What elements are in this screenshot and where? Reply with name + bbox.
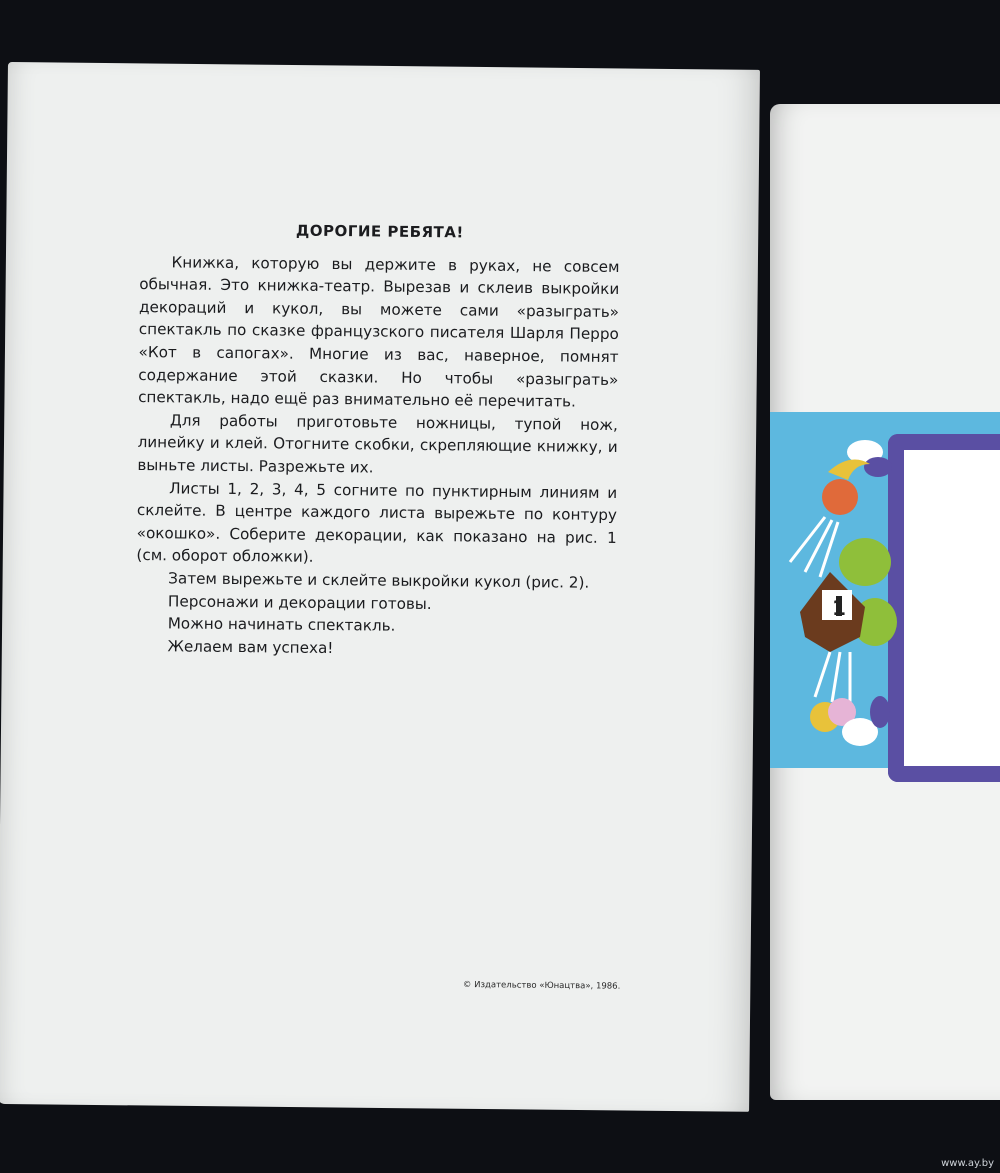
flower-icon	[810, 696, 890, 746]
moon-icon	[828, 460, 870, 481]
closing-line-ready: Персонажи и декорации готовы.	[167, 591, 432, 613]
closing-line-wish: Желаем вам успеха!	[167, 636, 334, 657]
paragraph-puppets: Затем вырежьте и склейте выкройки кукол (рис. 2).	[168, 569, 590, 592]
cloud-icon	[847, 440, 892, 477]
page-heading: ДОРОГИЕ РЕБЯТА!	[295, 221, 464, 242]
sun-rays-icon	[790, 517, 838, 577]
sun-icon	[822, 479, 858, 515]
paragraph-intro: Книжка, которую вы держите в руках, не совсем обычная. Это книжка-театр. Вырезав и склеив выкройки декораций и кукол, вы можете сами «разыграть» спектакль по сказке французского писателя Шарля Перро «Кот в сапогах». Многие из вас, наверное, помнят содержание этой сказки. Но чтобы «разыграть» спектакль, надо ещё раз внимательно её перечитать.	[138, 252, 620, 411]
closing-line-start: Можно начинать спектакль.	[167, 614, 396, 635]
sun-rays-lower-icon	[815, 652, 850, 702]
stage-window	[912, 458, 1000, 758]
watermark: www.ay.by	[941, 1158, 994, 1169]
sign-number: 1	[832, 596, 846, 620]
paragraph-sheets: Листы 1, 2, 3, 4, 5 согните по пунктирным линиям и склейте. В центре каждого листа вырежьте по контуру «окошко». Соберите декорации, как показано на рис. 1 (см. оборот обложки).	[136, 478, 618, 567]
right-page	[770, 104, 1000, 1100]
stage-frame	[888, 434, 1000, 782]
illustration-band	[770, 412, 1000, 768]
illustration-art	[770, 412, 900, 768]
instructions-text	[135, 218, 620, 662]
paragraph-tools: Для работы приготовьте ножницы, тупой нож, линейку и клей. Отогните скобки, скрепляющие книжку, и выньте листы. Разрежьте их.	[137, 411, 618, 477]
copyright-notice: © Издательство «Юнацтва», 1986.	[462, 980, 621, 992]
